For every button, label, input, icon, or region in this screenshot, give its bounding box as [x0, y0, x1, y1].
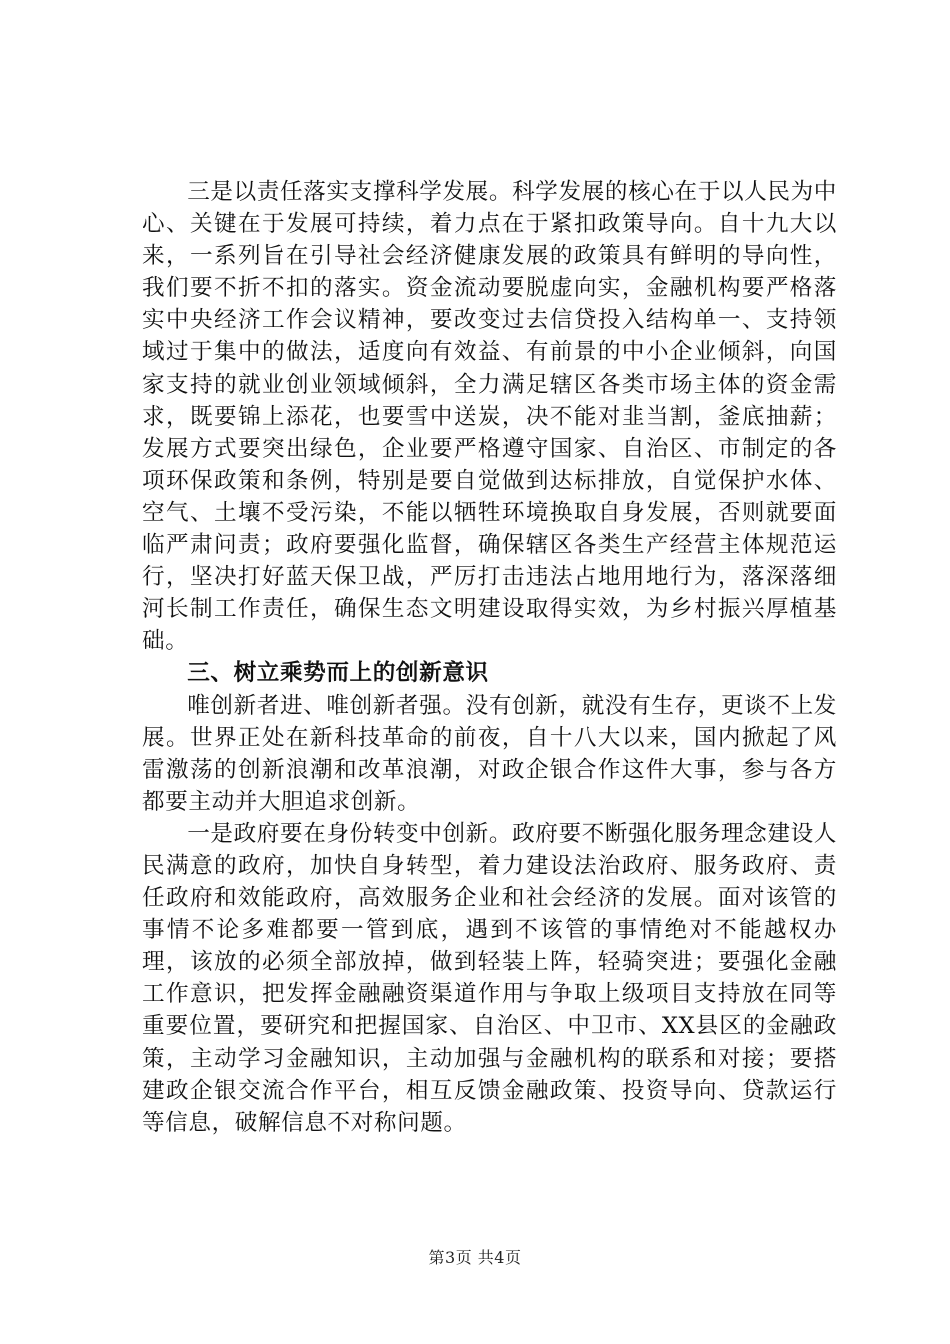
document-body	[142, 176, 837, 1139]
page-footer	[0, 1245, 950, 1268]
paragraph-innovation-intro: 唯创新者进、唯创新者强。没有创新，就没有生存，更谈不上发展。世界正处在新科技革命的前夜，自十八大以来，国内掀起了风雷激荡的创新浪潮和改革浪潮，对政企银合作这件大事，参与各方都要主动并大胆追求创新。	[142, 692, 837, 815]
section-heading-innovation: 三、树立乘势而上的创新意识	[187, 660, 489, 687]
page-number: 第3页 共4页	[428, 1248, 522, 1267]
paragraph-government-innovation: 一是政府要在身份转变中创新。政府要不断强化服务理念建设人民满意的政府，加快自身转型，着力建设法治政府、服务政府、责任政府和效能政府，高效服务企业和社会经济的发展。面对该管的事情不论多难都要一管到底，遇到不该管的事情绝对不能越权办理，该放的必须全部放掉，做到轻装上阵，轻骑突进；要强化金融工作意识，把发挥金融融资渠道作用与争取上级项目支持放在同等重要位置，要研究和把握国家、自治区、中卫市、XX县区的金融政策，主动学习金融知识，主动加强与金融机构的联系和对接；要搭建政企银交流合作平台，相互反馈金融政策、投资导向、贷款运行等信息，破解信息不对称问题。	[142, 820, 837, 1136]
paragraph-responsibility: 三是以责任落实支撑科学发展。科学发展的核心在于以人民为中心、关键在于发展可持续，着力点在于紧扣政策导向。自十九大以来，一系列旨在引导社会经济健康发展的政策具有鲜明的导向性，我们要不折不扣的落实。资金流动要脱虚向实，金融机构要严格落实中央经济工作会议精神，要改变过去信贷投入结构单一、支持领域过于集中的做法，适度向有效益、有前景的中小企业倾斜，向国家支持的就业创业领域倾斜，全力满足辖区各类市场主体的资金需求，既要锦上添花，也要雪中送炭，决不能对韭当割，釜底抽薪；发展方式要突出绿色，企业要严格遵守国家、自治区、市制定的各项环保政策和条例，特别是要自觉做到达标排放，自觉保护水体、空气、土壤不受污染，不能以牺牲环境换取自身发展，否则就要面临严肃问责；政府要强化监督，确保辖区各类生产经营主体规范运行，坚决打好蓝天保卫战，严厉打击违法占地用地行为，落深落细河长制工作责任，确保生态文明建设取得实效，为乡村振兴厚植基础。	[142, 179, 837, 655]
